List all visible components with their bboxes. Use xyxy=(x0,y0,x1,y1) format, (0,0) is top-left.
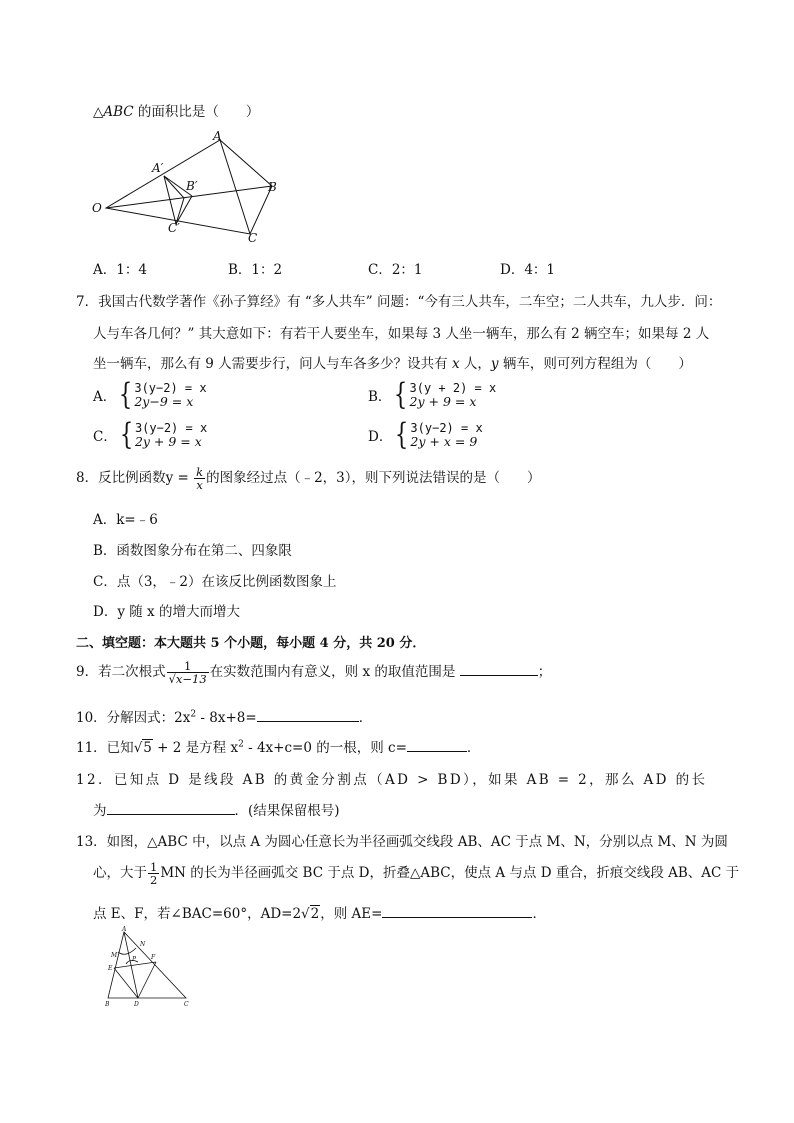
q11-answer-blank[interactable] xyxy=(407,737,467,752)
label-C: C xyxy=(248,231,258,245)
svg-text:N: N xyxy=(140,941,146,948)
q13-line1: 13．如图，△ABC 中，以点 A 为圆心任意长为半径画弧交线段 AB、AC 于点 M、N，分别以点 M、N 为圆 xyxy=(76,834,728,850)
q13-answer-blank[interactable] xyxy=(382,903,532,918)
q8-option-b: B．函数图象分布在第二、四象限 xyxy=(93,543,292,559)
svg-text:P: P xyxy=(132,956,137,963)
q12-answer-blank[interactable] xyxy=(107,800,235,815)
svg-text:F: F xyxy=(151,954,156,961)
svg-text:D: D xyxy=(134,1001,139,1008)
q12-line1: 12．已知点 D 是线段 AB 的黄金分割点（AD > BD），如果 AB = 2，那么 AD 的长 xyxy=(76,772,708,788)
label-B1: B′ xyxy=(186,179,198,193)
svg-text:C: C xyxy=(184,1001,189,1008)
q12-line2: 为 ．(结果保留根号) xyxy=(93,799,340,819)
q7-line1: 7．我国古代数学著作《孙子算经》有 “多人共车” 问题：“今有三人共车，二车空；二人共车，九人步．问： xyxy=(76,294,722,310)
figure-homothety xyxy=(88,128,288,248)
q8-option-a: A．k=﹣6 xyxy=(93,512,158,528)
label-O: O xyxy=(92,201,102,215)
q8-option-c: C．点（3，﹣2）在该反比例函数图象上 xyxy=(93,574,337,590)
q8-option-d: D．y 随 x 的增大而增大 xyxy=(93,604,240,620)
q7-option-d: D． { 3(y−2) = x 2y + x = 9 xyxy=(368,417,483,452)
label-B: B xyxy=(268,180,277,194)
svg-text:A: A xyxy=(122,926,127,933)
section-fill-in-heading: 二、填空题：本大题共 5 个小题，每小题 4 分，共 20 分． xyxy=(76,636,426,651)
q9: 9．若二次根式 $\frac{1}{√x-13}$ 在实数范围内有意义，则 x 的取值范围是 ； xyxy=(76,659,552,686)
q6-tail: △ABC 的面积比是（ ） xyxy=(93,104,260,120)
q7-option-b: B． { 3(y + 2) = x 2y + 9 = x xyxy=(368,377,497,412)
q6-option-b: B．1：2 xyxy=(228,262,283,278)
q7-line3: 坐一辆车，那么有 9 人需要步行，问人与车各多少？设共有 x 人，y 辆车，则可列方程组为（ ） xyxy=(93,356,692,372)
figure-triangle-fold xyxy=(98,924,194,1010)
q11: 11．已知√ 5 + 2 是方程 $x^2 - 4x+c=0$ 的一根，则 c= ． xyxy=(76,736,480,756)
q10-answer-blank[interactable] xyxy=(257,707,359,722)
svg-text:M: M xyxy=(111,952,118,959)
label-A: A xyxy=(213,129,222,143)
q7-line2: 人与车各几何？” 其大意如下：有若干人要坐车，如果每 3 人坐一辆车，那么有 2 辆空车；如果每 2 人 xyxy=(93,326,710,342)
q7-option-c: C． { 3(y−2) = x 2y + 9 = x xyxy=(93,417,208,452)
q8-stem: 8．反比例函数y = $\frac{k}{x}$ 的图象经过点（﹣2，3），则下列说法错误的是（ ） xyxy=(76,465,541,492)
label-C1: C′ xyxy=(168,221,180,235)
svg-text:B: B xyxy=(105,1001,110,1008)
q7-option-a: A． { 3(y−2) = x 2y−9 = x xyxy=(93,377,207,412)
q13-line3: 点 E、F，若∠BAC=60°，AD=2√ 2 ，则 AE= ． xyxy=(93,902,546,922)
q9-answer-blank[interactable] xyxy=(460,661,538,676)
svg-text:E: E xyxy=(108,965,113,972)
q6-option-d: D．4：1 xyxy=(500,262,556,278)
q13-line2: 心，大于 $\frac{1}{2}$ MN 的长为半径画弧交 BC 于点 D，折叠△ABC，使点 A 与点 D 重合，折痕交线段 AB、AC 于 xyxy=(93,860,740,887)
q10: 10．分解因式：$2x^2 - 8x+8=$ ． xyxy=(76,706,372,726)
label-A1: A′ xyxy=(152,161,164,175)
q6-option-a: A．1：4 xyxy=(93,262,147,278)
q6-option-c: C．2：1 xyxy=(368,262,423,278)
